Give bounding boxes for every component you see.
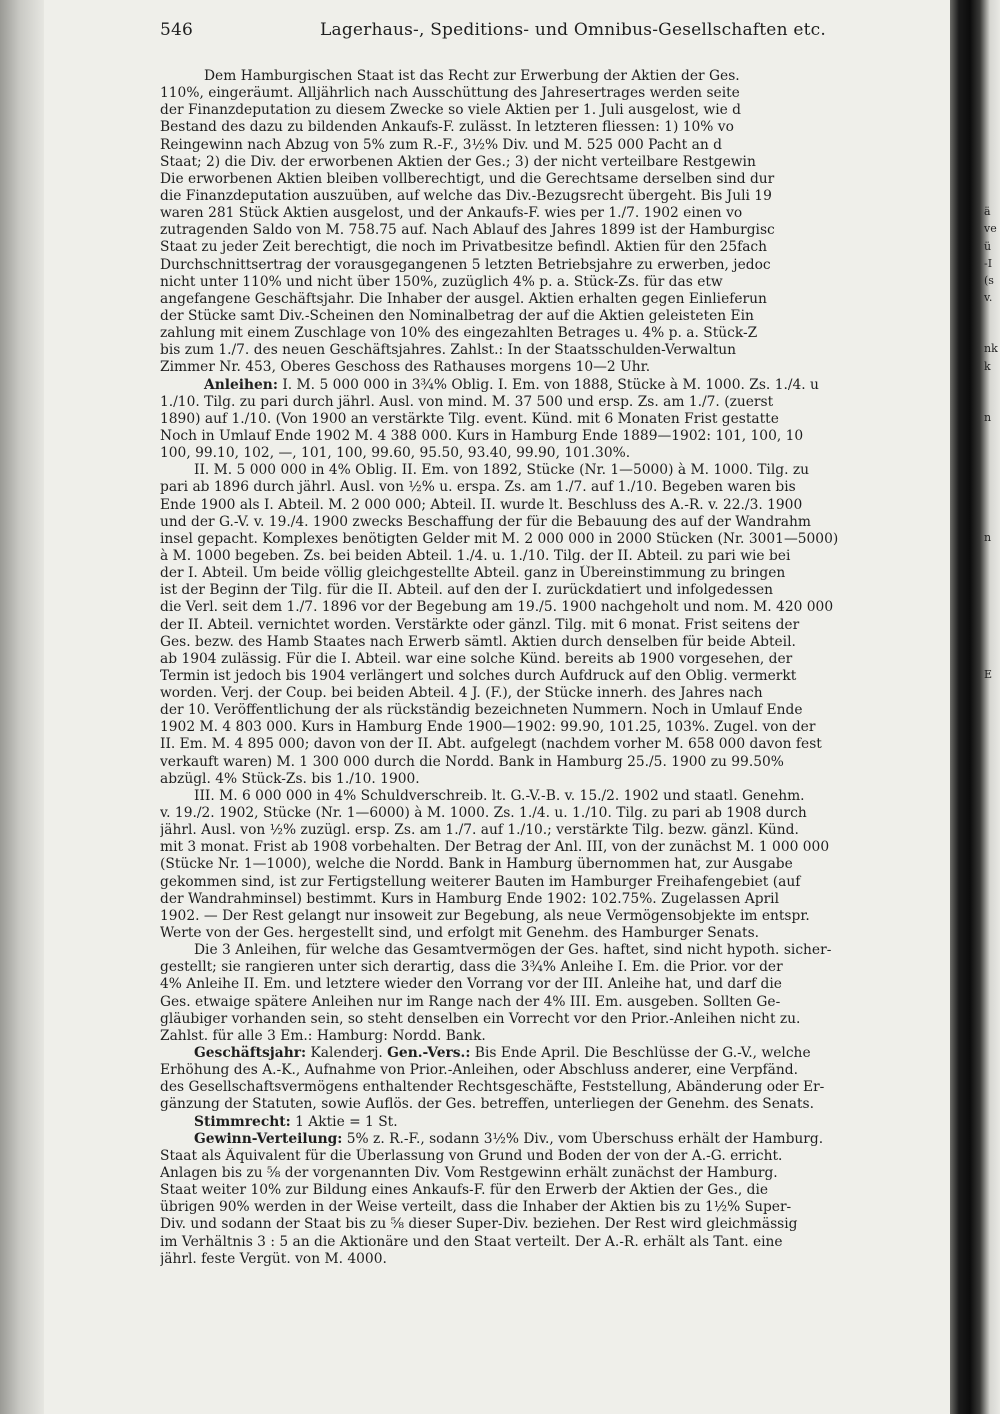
line-text: nicht unter 110% und nicht über 150%, zuzüglich 4% p. a. Stück-Zs. für das etw xyxy=(160,273,723,290)
line-text: Staat weiter 10% zur Bildung eines Ankaufs-F. für den Erwerb der Aktien der Ges., die xyxy=(160,1182,769,1199)
text-line xyxy=(160,1234,950,1251)
line-text: Ende 1900 als I. Abteil. M. 2 000 000; Abteil. II. wurde lt. Beschluss des A.-R. v. 22./3. 1900 xyxy=(160,496,803,513)
line-text: jährl. feste Vergüt. von M. 4000. xyxy=(160,1250,387,1267)
line-text: 5% z. R.-F., sodann 3½% Div., vom Überschuss erhält der Hamburg. xyxy=(342,1130,824,1147)
line-text: 100, 99.10, 102, —, 101, 100, 99.60, 95.50, 93.40, 99.90, 101.30%. xyxy=(160,445,631,462)
margin-fragment: (s xyxy=(984,273,994,287)
line-text: Dem Hamburgischen Staat ist das Recht zur Erwerbung der Aktien der Ges. xyxy=(204,68,740,84)
line-text: Bestand des dazu zu bildenden Ankaufs-F. zulässt. In letzteren fliessen: 1) 10% vo xyxy=(160,119,734,136)
text-line xyxy=(160,908,950,925)
line-text: Erhöhung des A.-K., Aufnahme von Prior.-Anleihen, oder Abschluss anderer, eine Verpfänd. xyxy=(160,1062,798,1079)
text-line xyxy=(160,736,950,753)
text-line xyxy=(160,891,950,908)
text-line xyxy=(160,719,950,736)
line-text: 110%, eingeräumt. Alljährlich nach Ausschüttung des Jahresertrages werden seite xyxy=(160,85,740,102)
text-line xyxy=(160,617,950,634)
line-text: Kalenderj. xyxy=(306,1045,388,1062)
text-line xyxy=(160,171,950,188)
text-line xyxy=(160,1182,950,1199)
text-line xyxy=(160,462,950,479)
text-line xyxy=(160,805,950,822)
line-text: Anlagen bis zu ⅝ der vorgenannten Div. Vom Restgewinn erhält zunächst der Hamburg. xyxy=(160,1165,778,1181)
text-line xyxy=(160,754,950,771)
line-text: Staat zu jeder Zeit berechtigt, die noch im Privatbesitze befindl. Aktien für den 25fach xyxy=(160,239,768,256)
text-line xyxy=(160,325,950,342)
text-line xyxy=(160,634,950,651)
section-heading: Gen.-Vers.: xyxy=(387,1045,471,1062)
section-heading: Gewinn-Verteilung: xyxy=(194,1130,343,1147)
line-text: ab 1904 zulässig. Für die I. Abteil. war eine solche Künd. bereits ab 1900 vorgesehen, der xyxy=(160,650,793,667)
section-heading: Geschäftsjahr: xyxy=(194,1045,307,1062)
section-heading: Anleihen: xyxy=(204,376,278,393)
line-text: Ges. etwaige spätere Anleihen nur im Range nach der 4% III. Em. ausgeben. Sollten Ge- xyxy=(160,993,781,1010)
text-line xyxy=(160,874,950,891)
text-line xyxy=(160,257,950,274)
text-line xyxy=(160,1148,950,1165)
line-text: III. M. 6 000 000 in 4% Schuldverschreib. lt. G.-V.-B. v. 15./2. 1902 und staatl. Genehm. xyxy=(194,787,805,804)
text-line xyxy=(160,497,950,514)
margin-fragment: ve xyxy=(984,222,997,236)
text-line xyxy=(160,599,950,616)
text-line xyxy=(160,205,950,222)
line-text: die Verl. seit dem 1./7. 1896 vor der Begebung am 19./5. 1900 nachgeholt und nom. M. 420 000 xyxy=(160,599,834,616)
line-text: im Verhältnis 3 : 5 an die Aktionäre und den Staat verteilt. Der A.-R. erhält als Tant. eine xyxy=(160,1233,783,1250)
line-text: Durchschnittsertrag der vorausgegangenen 5 letzten Betriebsjahre zu erwerben, jedoc xyxy=(160,256,771,273)
text-line xyxy=(160,1062,950,1079)
text-line xyxy=(160,377,950,394)
line-text: 1890) auf 1./10. (Von 1900 an verstärkte Tilg. event. Künd. mit 6 Monaten Frist gestatte xyxy=(160,410,779,427)
text-line xyxy=(160,1114,950,1131)
line-text: der 10. Veröffentlichung der als rückständig bezeichneten Nummern. Noch in Umlauf Ende xyxy=(160,702,803,719)
text-line xyxy=(160,856,950,873)
line-text: I. M. 5 000 000 in 3¾% Oblig. I. Em. von 1888, Stücke à M. 1000. Zs. 1./4. u xyxy=(277,376,819,393)
line-text: Ges. bezw. des Hamb Staates nach Erwerb sämtl. Aktien durch denselben für beide Abteil. xyxy=(160,633,796,650)
text-line xyxy=(160,68,950,85)
line-text: pari ab 1896 durch jährl. Ausl. von ½% u. erspa. Zs. am 1./7. auf 1./10. Begeben waren bis xyxy=(160,479,796,496)
page-header xyxy=(160,20,940,44)
line-text: ist der Beginn der Tilg. für die II. Abteil. auf den der I. zurückdatiert und infolgedessen xyxy=(160,582,774,599)
line-text: die Finanzdeputation auszuüben, auf welche das Div.-Bezugsrecht übergeht. Bis Juli 19 xyxy=(160,187,772,204)
text-line xyxy=(160,359,950,376)
margin-fragment: nk xyxy=(984,342,998,356)
text-line xyxy=(160,102,950,119)
text-line xyxy=(160,839,950,856)
running-title: Lagerhaus-, Speditions- und Omnibus-Gesellschaften etc. xyxy=(320,20,826,40)
line-text: der I. Abteil. Um beide völlig gleichgestellte Abteil. ganz in Übereinstimmung zu bringen xyxy=(160,565,786,582)
text-line xyxy=(160,582,950,599)
line-text: gestellt; sie rangieren unter sich derartig, dass die 3¾% Anleihe I. Em. die Prior. vor der xyxy=(160,959,783,976)
line-text: Staat; 2) die Div. der erworbenen Aktien der Ges.; 3) der nicht verteilbare Restgewin xyxy=(160,153,756,170)
text-line xyxy=(160,274,950,291)
scan-right-edge xyxy=(950,0,1000,1414)
text-line xyxy=(160,1045,950,1062)
line-text: jährl. Ausl. von ½% zuzügl. ersp. Zs. am 1./7. auf 1./10.; verstärkte Tilg. bezw. gänzl. Künd. xyxy=(160,822,799,839)
text-line xyxy=(160,85,950,102)
text-line xyxy=(160,1079,950,1096)
line-text: bis zum 1./7. des neuen Geschäftsjahres. Zahlst.: In der Staatsschulden-Verwaltun xyxy=(160,342,737,359)
page-number: 546 xyxy=(160,20,194,40)
text-line xyxy=(160,651,950,668)
line-text: Zimmer Nr. 453, Oberes Geschoss des Rathauses morgens 10—2 Uhr. xyxy=(160,359,651,376)
text-line xyxy=(160,308,950,325)
text-line xyxy=(160,668,950,685)
text-line xyxy=(160,1028,950,1045)
margin-fragment: n xyxy=(984,531,992,545)
text-line xyxy=(160,514,950,531)
text-line xyxy=(160,291,950,308)
line-text: insel gepacht. Komplexes benötigten Gelder mit M. 2 000 000 in 2000 Stücken (Nr. 3001—5000) xyxy=(160,530,839,547)
line-text: Noch in Umlauf Ende 1902 M. 4 388 000. Kurs in Hamburg Ende 1889—1902: 101, 100, 10 xyxy=(160,427,804,444)
line-text: II. Em. M. 4 895 000; davon von der II. Abt. aufgelegt (nachdem vorher M. 658 000 davon fest xyxy=(160,736,822,753)
text-line xyxy=(160,479,950,496)
text-line xyxy=(160,411,950,428)
text-line xyxy=(160,342,950,359)
text-line xyxy=(160,239,950,256)
text-line xyxy=(160,445,950,462)
line-text: Werte von der Ges. hergestellt sind, und erfolgt mit Genehm. des Hamburger Senats. xyxy=(160,925,760,942)
text-line xyxy=(160,1011,950,1028)
margin-fragment: n xyxy=(984,411,992,424)
text-line xyxy=(160,548,950,565)
line-text: 1./10. Tilg. zu pari durch jährl. Ausl. von mind. M. 37 500 und ersp. Zs. am 1./7. (zuerst xyxy=(160,393,774,410)
text-line xyxy=(160,1096,950,1113)
line-text: waren 281 Stück Aktien ausgelost, und der Ankaufs-F. wies per 1./7. 1902 einen vo xyxy=(160,205,743,222)
text-line xyxy=(160,531,950,548)
document-body xyxy=(160,68,950,1380)
line-text: Staat als Äquivalent für die Überlassung von Grund und Boden der von der A.-G. erricht. xyxy=(160,1147,783,1164)
line-text: und der G.-V. v. 19./4. 1900 zwecks Beschaffung der für die Bebauung des auf der Wandrahm xyxy=(160,513,811,530)
text-line xyxy=(160,137,950,154)
margin-fragment: E xyxy=(984,668,993,682)
text-line xyxy=(160,925,950,942)
line-text: der Finanzdeputation zu diesem Zwecke so viele Aktien per 1. Juli ausgelost, wie d xyxy=(160,102,741,119)
line-text: (Stücke Nr. 1—1000), welche die Nordd. Bank in Hamburg übernommen hat, zur Ausgabe xyxy=(160,856,793,873)
text-line xyxy=(160,565,950,582)
margin-fragment: ü xyxy=(984,239,992,253)
line-text: gekommen sind, ist zur Fertigstellung weiterer Bauten im Hamburger Freihafengebiet (auf xyxy=(160,873,801,890)
text-line xyxy=(160,1199,950,1216)
line-text: 1 Aktie = 1 St. xyxy=(290,1113,398,1130)
line-text: angefangene Geschäftsjahr. Die Inhaber der ausgel. Aktien erhalten gegen Einlieferun xyxy=(160,290,767,307)
text-line xyxy=(160,1131,950,1148)
text-line xyxy=(160,702,950,719)
margin-fragment: v. xyxy=(984,290,993,304)
text-line xyxy=(160,976,950,993)
line-text: 1902 M. 4 803 000. Kurs in Hamburg Ende 1900—1902: 99.90, 101.25, 103%. Zugel. von der xyxy=(160,719,816,736)
line-text: übrigen 90% werden in der Weise verteilt, dass die Inhaber der Aktien bis zu 1½% Super- xyxy=(160,1199,792,1216)
line-text: Reingewinn nach Abzug von 5% zum R.-F., 3½% Div. und M. 525 000 Pacht an d xyxy=(160,136,722,153)
line-text: gläubiger vorhanden sein, so steht denselben ein Vorrecht vor den Prior.-Anleihen nicht zu. xyxy=(160,1010,801,1027)
scan-left-edge xyxy=(0,0,44,1414)
line-text: mit 3 monat. Frist ab 1908 vorbehalten. Der Betrag der Anl. III, von der zunächst M. 1 000 000 xyxy=(160,839,830,856)
line-text: 4% Anleihe II. Em. und letztere wieder den Vorrang vor der III. Anleihe hat, und darf die xyxy=(160,976,782,993)
line-text: des Gesellschaftsvermögens enthaltender Rechtsgeschäfte, Feststellung, Abänderung oder Er- xyxy=(160,1079,825,1096)
line-text: der Stücke samt Div.-Scheinen den Nominalbetrag der auf die Aktien geleisteten Ein xyxy=(160,307,754,324)
line-text: à M. 1000 begeben. Zs. bei beiden Abteil. 1./4. u. 1./10. Tilg. der II. Abteil. zu pari wie bei xyxy=(160,547,791,564)
line-text: der II. Abteil. vernichtet worden. Verstärkte oder gänzl. Tilg. mit 6 monat. Frist seitens der xyxy=(160,616,800,633)
text-line xyxy=(160,771,950,788)
margin-fragment: k xyxy=(984,359,991,373)
text-line xyxy=(160,1165,950,1182)
text-line xyxy=(160,1251,950,1268)
text-line xyxy=(160,788,950,805)
text-line xyxy=(160,188,950,205)
text-line xyxy=(160,428,950,445)
text-line xyxy=(160,942,950,959)
margin-fragment: -I xyxy=(984,256,993,270)
line-text: Termin ist jedoch bis 1904 verlängert und solches durch Aufdruck auf den Oblig. vermerkt xyxy=(160,667,797,684)
line-text: 1902. — Der Rest gelangt nur insoweit zur Begebung, als neue Vermögensobjekte im entspr. xyxy=(160,907,810,924)
text-line xyxy=(160,119,950,136)
text-line xyxy=(160,154,950,171)
line-text: der Wandrahminsel) bestimmt. Kurs in Hamburg Ende 1902: 102.75%. Zugelassen April xyxy=(160,890,780,907)
line-text: abzügl. 4% Stück-Zs. bis 1./10. 1900. xyxy=(160,770,420,787)
line-text: verkauft waren) M. 1 300 000 durch die Nordd. Bank in Hamburg 25./5. 1900 zu 99.50% xyxy=(160,753,784,770)
text-line xyxy=(160,959,950,976)
line-text: Zahlst. für alle 3 Em.: Hamburg: Nordd. Bank. xyxy=(160,1027,486,1044)
line-text: Die erworbenen Aktien bleiben vollberechtigt, und die Gerechtsame derselben sind dur xyxy=(160,170,775,187)
text-line xyxy=(160,1216,950,1233)
line-text: worden. Verj. der Coup. bei beiden Abteil. 4 J. (F.), der Stücke innerh. des Jahres nach xyxy=(160,685,763,702)
line-text: Bis Ende April. Die Beschlüsse der G.-V., welche xyxy=(470,1045,811,1062)
line-text: v. 19./2. 1902, Stücke (Nr. 1—6000) à M. 1000. Zs. 1./4. u. 1./10. Tilg. zu pari ab 1908 durch xyxy=(160,805,807,822)
line-text: zutragenden Saldo von M. 758.75 auf. Nach Ablauf des Jahres 1899 ist der Hamburgisc xyxy=(160,222,775,239)
section-heading: Stimmrecht: xyxy=(194,1113,291,1130)
line-text: II. M. 5 000 000 in 4% Oblig. II. Em. von 1892, Stücke (Nr. 1—5000) à M. 1000. Tilg. zu xyxy=(194,462,810,479)
text-line xyxy=(160,994,950,1011)
line-text: Div. und sodann der Staat bis zu ⅝ dieser Super-Div. beziehen. Der Rest wird gleichmässig xyxy=(160,1216,798,1233)
margin-fragment: ä xyxy=(984,205,991,219)
line-text: gänzung der Statuten, sowie Auflös. der Ges. betreffen, unterliegen der Genehm. des Senats. xyxy=(160,1096,814,1113)
text-line xyxy=(160,685,950,702)
line-text: Die 3 Anleihen, für welche das Gesamtvermögen der Ges. haftet, sind nicht hypoth. sicher- xyxy=(194,942,832,959)
line-text: zahlung mit einem Zuschlage von 10% des eingezahlten Betrages u. 4% p. a. Stück-Z xyxy=(160,325,758,342)
text-line xyxy=(160,394,950,411)
text-line xyxy=(160,822,950,839)
text-line xyxy=(160,222,950,239)
